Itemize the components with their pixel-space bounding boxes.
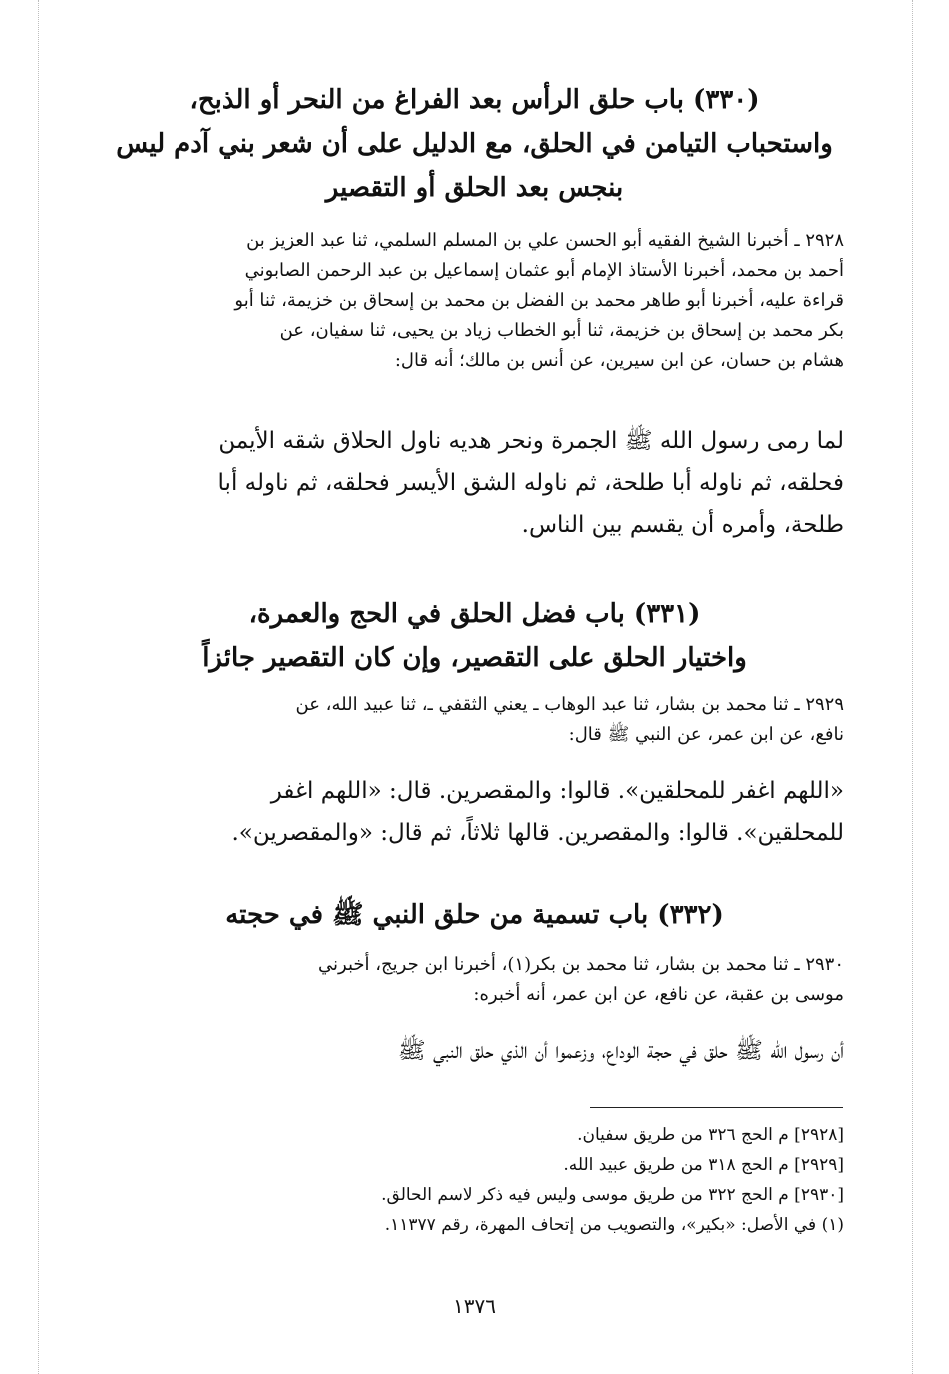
matn-line: أن رسول الله ﷺ حلق في حجة الوداع، وزعموا أن الذي حلق النبي ﷺ [397,1038,844,1064]
chapter-heading-330 [90,78,859,210]
matn-line: طلحة، وأمره أن يقسم بين الناس. [521,512,844,538]
hadith-2928-isnad [100,226,844,376]
matn-line: لما رمى رسول الله ﷺ الجمرة ونحر هديه ناول الحلاق شقه الأيمن [218,428,844,454]
footnote-item: [٢٩٢٩] م الحج ٣١٨ من طريق عبيد الله. [563,1155,844,1175]
chapter-heading-332 [90,893,859,937]
footnotes [150,1120,844,1240]
heading-line: بنجس بعد الحلق أو التقصير [325,173,624,203]
hadith-2930-matn [100,1030,844,1072]
matn-line: للمحلقين». قالوا: والمقصرين. قالها ثلاثاً، ثم قال: «والمقصرين». [231,820,844,846]
scan-edge-right [912,0,913,1374]
footnote-item: [٢٩٢٨] م الحج ٣٢٦ من طريق سفيان. [577,1125,844,1145]
page-number: ١٣٧٦ [453,1294,496,1318]
isnad-line: موسى بن عقبة، عن نافع، عن ابن عمر، أنه أخبره: [473,984,844,1005]
heading-line: (٣٣٠) باب حلق الرأس بعد الفراغ من النحر أو الذبح، [189,85,760,115]
heading-line: واختيار الحلق على التقصير، وإن كان التقصير جائزاً [202,643,747,673]
isnad-line: بكر محمد بن إسحاق بن خزيمة، ثنا أبو الخطاب زياد بن يحيى، ثنا سفيان، عن [279,320,844,341]
isnad-line: هشام بن حسان، عن ابن سيرين، عن أنس بن مالك؛ أنه قال: [394,350,844,371]
heading-line: (٣٣١) باب فضل الحلق في الحج والعمرة، [248,599,701,629]
isnad-line: ٢٩٣٠ ـ ثنا محمد بن بشار، ثنا محمد بن بكر(١)، أخبرنا ابن جريج، أخبرني [318,954,844,975]
footnote-item: [٢٩٣٠] م الحج ٣٢٢ من طريق موسى وليس فيه ذكر لاسم الحالق. [381,1185,844,1205]
matn-line: فحلقه، ثم ناوله أبا طلحة، ثم ناوله الشق الأيسر فحلقه، ثم ناوله أبا [217,470,844,496]
heading-line: واستحباب التيامن في الحلق، مع الدليل على أن شعر بني آدم ليس [116,129,833,159]
footnote-separator [590,1107,843,1108]
isnad-line: ٢٩٢٨ ـ أخبرنا الشيخ الفقيه أبو الحسن علي بن المسلم السلمي، ثنا عبد العزيز بن [246,230,844,251]
hadith-2929-matn [100,770,844,854]
isnad-line: نافع، عن ابن عمر، عن النبي ﷺ قال: [568,724,844,745]
heading-line: (٣٣٢) باب تسمية من حلق النبي ﷺ في حجته [225,900,724,930]
chapter-heading-331 [90,592,859,680]
hadith-2930-isnad [100,950,844,1010]
isnad-line: أحمد بن محمد، أخبرنا الأستاذ الإمام أبو عثمان إسماعيل بن عبد الرحمن الصابوني [244,260,844,281]
matn-line: «اللهم اغفر للمحلقين». قالوا: والمقصرين. قال: «اللهم اغفر [270,778,844,804]
scan-edge-left [38,0,39,1374]
hadith-2928-matn [100,420,844,546]
isnad-line: قراءة عليه، أخبرنا أبو طاهر محمد بن الفضل بن محمد بن إسحاق بن خزيمة، ثنا أبو [234,290,844,311]
footnote-item: (١) في الأصل: «بكير»، والتصويب من إتحاف المهرة، رقم ١١٣٧٧. [384,1215,844,1235]
hadith-2929-isnad [100,690,844,750]
isnad-line: ٢٩٢٩ ـ ثنا محمد بن بشار، ثنا عبد الوهاب ـ يعني الثقفي ـ، ثنا عبيد الله، عن [295,694,844,715]
